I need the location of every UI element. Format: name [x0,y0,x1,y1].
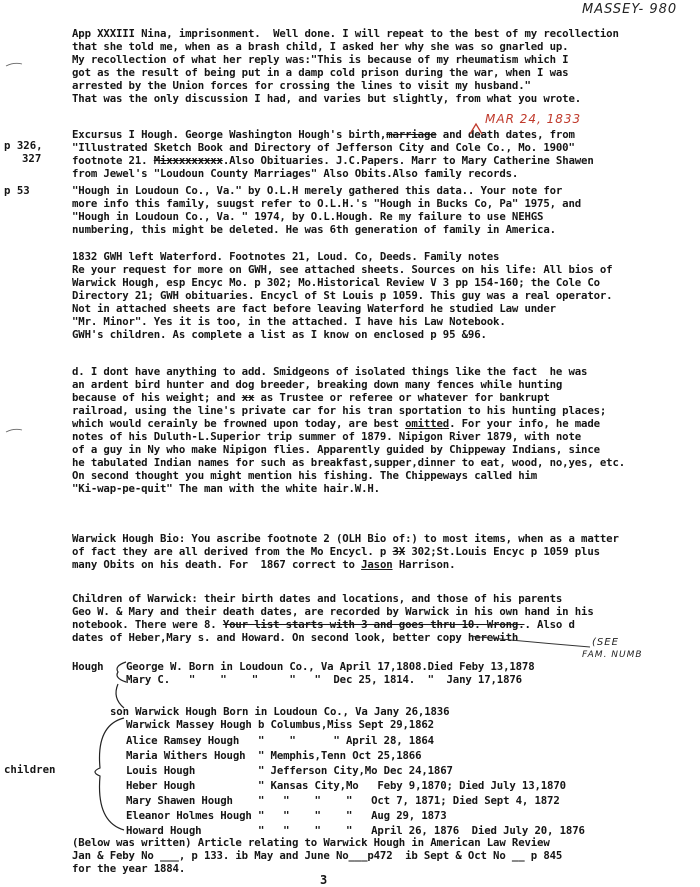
para4-text: . For your info, he made [449,417,600,430]
para3-line: Warwick Hough, esp Encyc Mo. p 302; Mo.Historical Review V 3 pp 154-160; the Cole Co [72,276,600,289]
child-line: Heber Hough " Kansas City,Mo Feby 9,1870; Died July 13,1870 [126,779,566,792]
hough-label: Hough [72,660,104,673]
para2-text: footnote 21. [72,154,154,167]
margin-tick-mark [6,63,22,66]
para2-line-8: numbering, this might be deleted. He was 6th generation of family in America. [72,223,556,236]
para6-line: Geo W. & Mary and their death dates, are recorded by Warwick in his own hand in his [72,605,594,618]
handwritten-header-tag: MASSEY- 980 [582,2,678,17]
para4-line: of a guy in Ny who make Nipigon flies. Apparently guided by Chippeway Indians, since [72,443,600,456]
para4-text: because of his weight; and [72,391,242,404]
margin-note-p326: p 326, [4,139,43,152]
para3-line: Directory 21; GWH obituaries. Encycl of St Louis p 1059. This guy was a real operator. [72,289,613,302]
child-line: Mary Shawen Hough " " " " Oct 7, 1871; Died Sept 4, 1872 [126,794,560,807]
para1-line: got as the result of being put in a damp cold prison during the war, when I was [72,66,569,79]
para1-line: App XXXIII Nina, imprisonment. Well done. I will repeat to the best of my recollection [72,27,619,40]
para4-line: notes of his Duluth-L.Superior trip summer of 1879. Nipigon River 1879, with note [72,430,582,443]
para5-text: 302;St.Louis Encyc p 1059 plus [405,545,600,558]
para3-line: 1832 GWH left Waterford. Footnotes 21, Loud. Co, Deeds. Family notes [72,250,500,263]
children-brace [95,718,124,830]
para4-text: as Trustee or referee or whatever for bankrupt [254,391,550,404]
struck-text: Your list starts with 3 and goes thru 10. Wrong. [222,618,525,631]
struck-text: 3X [392,545,406,558]
para2-line-7: "Hough in Loudoun Co., Va. " 1974, by O.L.Hough. Re my failure to use NEHGS [72,210,544,223]
para1-line: that she told me, when as a brash child, I asked her why she was so gnarled up. [72,40,569,53]
para2-text: and death dates, from [436,128,575,141]
para5-line: Warwick Hough Bio: You ascribe footnote 2 (OLH Bio of:) to most items, when as a matter [72,532,619,545]
para5-line [72,545,600,558]
child-line: Warwick Massey Hough b Columbus,Miss Sept 29,1862 [126,718,434,731]
para5-text: many Obits on his death. For 1867 correct to [72,558,362,571]
para2-line-5: "Hough in Loudoun Co., Va." by O.L.H merely gathered this data.. Your note for [72,184,563,197]
para1-line: That was the only discussion I had, and varies but slightly, from what you wrote. [72,92,582,105]
para4-text: which would cerainly be frowned upon today, are best [72,417,406,430]
para4-line: an ardent bird hunter and dog breeder, breaking down many fences while hunting [72,378,563,391]
para4-line: railroad, using the line's private car for his tran sportation to his hunting places; [72,404,607,417]
para4-line: he tabulated Indian names for such as breakfast,supper,dinner to eat, wood, no,yes, etc. [72,456,626,469]
child-line: Maria Withers Hough " Memphis,Tenn Oct 25,1866 [126,749,422,762]
para4-line: "Ki-wap-pe-quit" The man with the white hair.W.H. [72,482,380,495]
para3-line: GWH's children. As complete a list as I know on enclosed p 95 &96. [72,328,487,341]
underlined-text: Jason [361,558,393,571]
para2-line-1 [72,128,575,141]
child-line: Howard Hough " " " " April 26, 1876 Died July 20, 1876 [126,824,585,837]
para4-line [72,417,600,430]
parent-brace [117,662,126,682]
para5-text: Harrison. [392,558,456,571]
para6-text: . Also d [524,618,575,631]
child-line: Eleanor Holmes Hough " " " " Aug 29, 1873 [126,809,447,822]
para2-line-4: from Jewel's "Loudoun County Marriages" Also Obits.Also family records. [72,167,519,180]
para3-line: Re your request for more on GWH, see attached sheets. Sources on his life: All bios of [72,263,613,276]
struck-text: Mixxxxxxxxx [153,154,223,167]
para1-line: My recollection of what her reply was:"This is because of my rheumatism which I [72,53,569,66]
para6-line [72,618,575,631]
underlined-text: omitted [405,417,450,430]
footer-line: (Below was written) Article relating to Warwick Hough in American Law Review [72,836,550,849]
parent-line: Mary C. " " " " " Dec 25, 1814. " Jany 17,1876 [126,673,522,686]
para2-line-6: more info this family, suugst refer to O.L.H.'s "Hough in Bucks Co, Pa" 1975, and [72,197,582,210]
struck-text: xx [241,391,255,404]
para4-line [72,391,550,404]
para1-line: arrested by the Union forces for crossing the lines to visit my husband." [72,79,531,92]
margin-note-children: children [4,763,56,776]
red-handwritten-date: MAR 24, 1833 [485,112,582,126]
para3-line: Not in attached sheets are fact before leaving Waterford he studied Law under [72,302,556,315]
para4-line: On second thought you might mention his fishing. The Chippeways called him [72,469,538,482]
para6-text: notebook. There were 8. [72,618,223,631]
para4-line: d. I dont have anything to add. Smidgeons of isolated things like the fact he was [72,365,588,378]
footer-line: Jan & Feby No ___, p 133. ib May and June No___p472 ib Sept & Oct No __ p 845 [72,849,563,862]
para2-line-2: "Illustrated Sketch Book and Directory of Jefferson City and Cole Co., Mo. 1900" [72,141,575,154]
para2-text: .Also Obituaries. J.C.Papers. Marr to Mary Catherine Shawen [222,154,594,167]
child-line: Louis Hough " Jefferson City,Mo Dec 24,1867 [126,764,453,777]
para2-line-3 [72,154,594,167]
para3-line: "Mr. Minor". Yes it is too, in the attached. I have his Law Notebook. [72,315,506,328]
margin-tick-mark [6,429,22,432]
para6-line: Children of Warwick: their birth dates and locations, and those of his parents [72,592,563,605]
para6-line: dates of Heber,Mary s. and Howard. On second look, better copy herewith [72,631,519,644]
handwritten-see-note: (SEE [592,637,619,648]
parent-line: George W. Born in Loudoun Co., Va April 17,1808.Died Feby 13,1878 [126,660,535,673]
para2-text: Excursus I Hough. George Washington Hough's birth, [72,128,387,141]
handwritten-see-note: FAM. NUMB [582,650,643,660]
margin-note-p53: p 53 [4,184,30,197]
struck-text: marriage [386,128,437,141]
footer-line: for the year 1884. [72,862,186,875]
para5-text: of fact they are all derived from the Mo Encycl. p [72,545,393,558]
child-line: Alice Ramsey Hough " " " April 28, 1864 [126,734,434,747]
para5-line [72,558,455,571]
page-number: 3 [320,873,328,887]
margin-note-p327: 327 [22,152,42,165]
son-line: son Warwick Hough Born in Loudoun Co., Va Jany 26,1836 [110,705,450,718]
